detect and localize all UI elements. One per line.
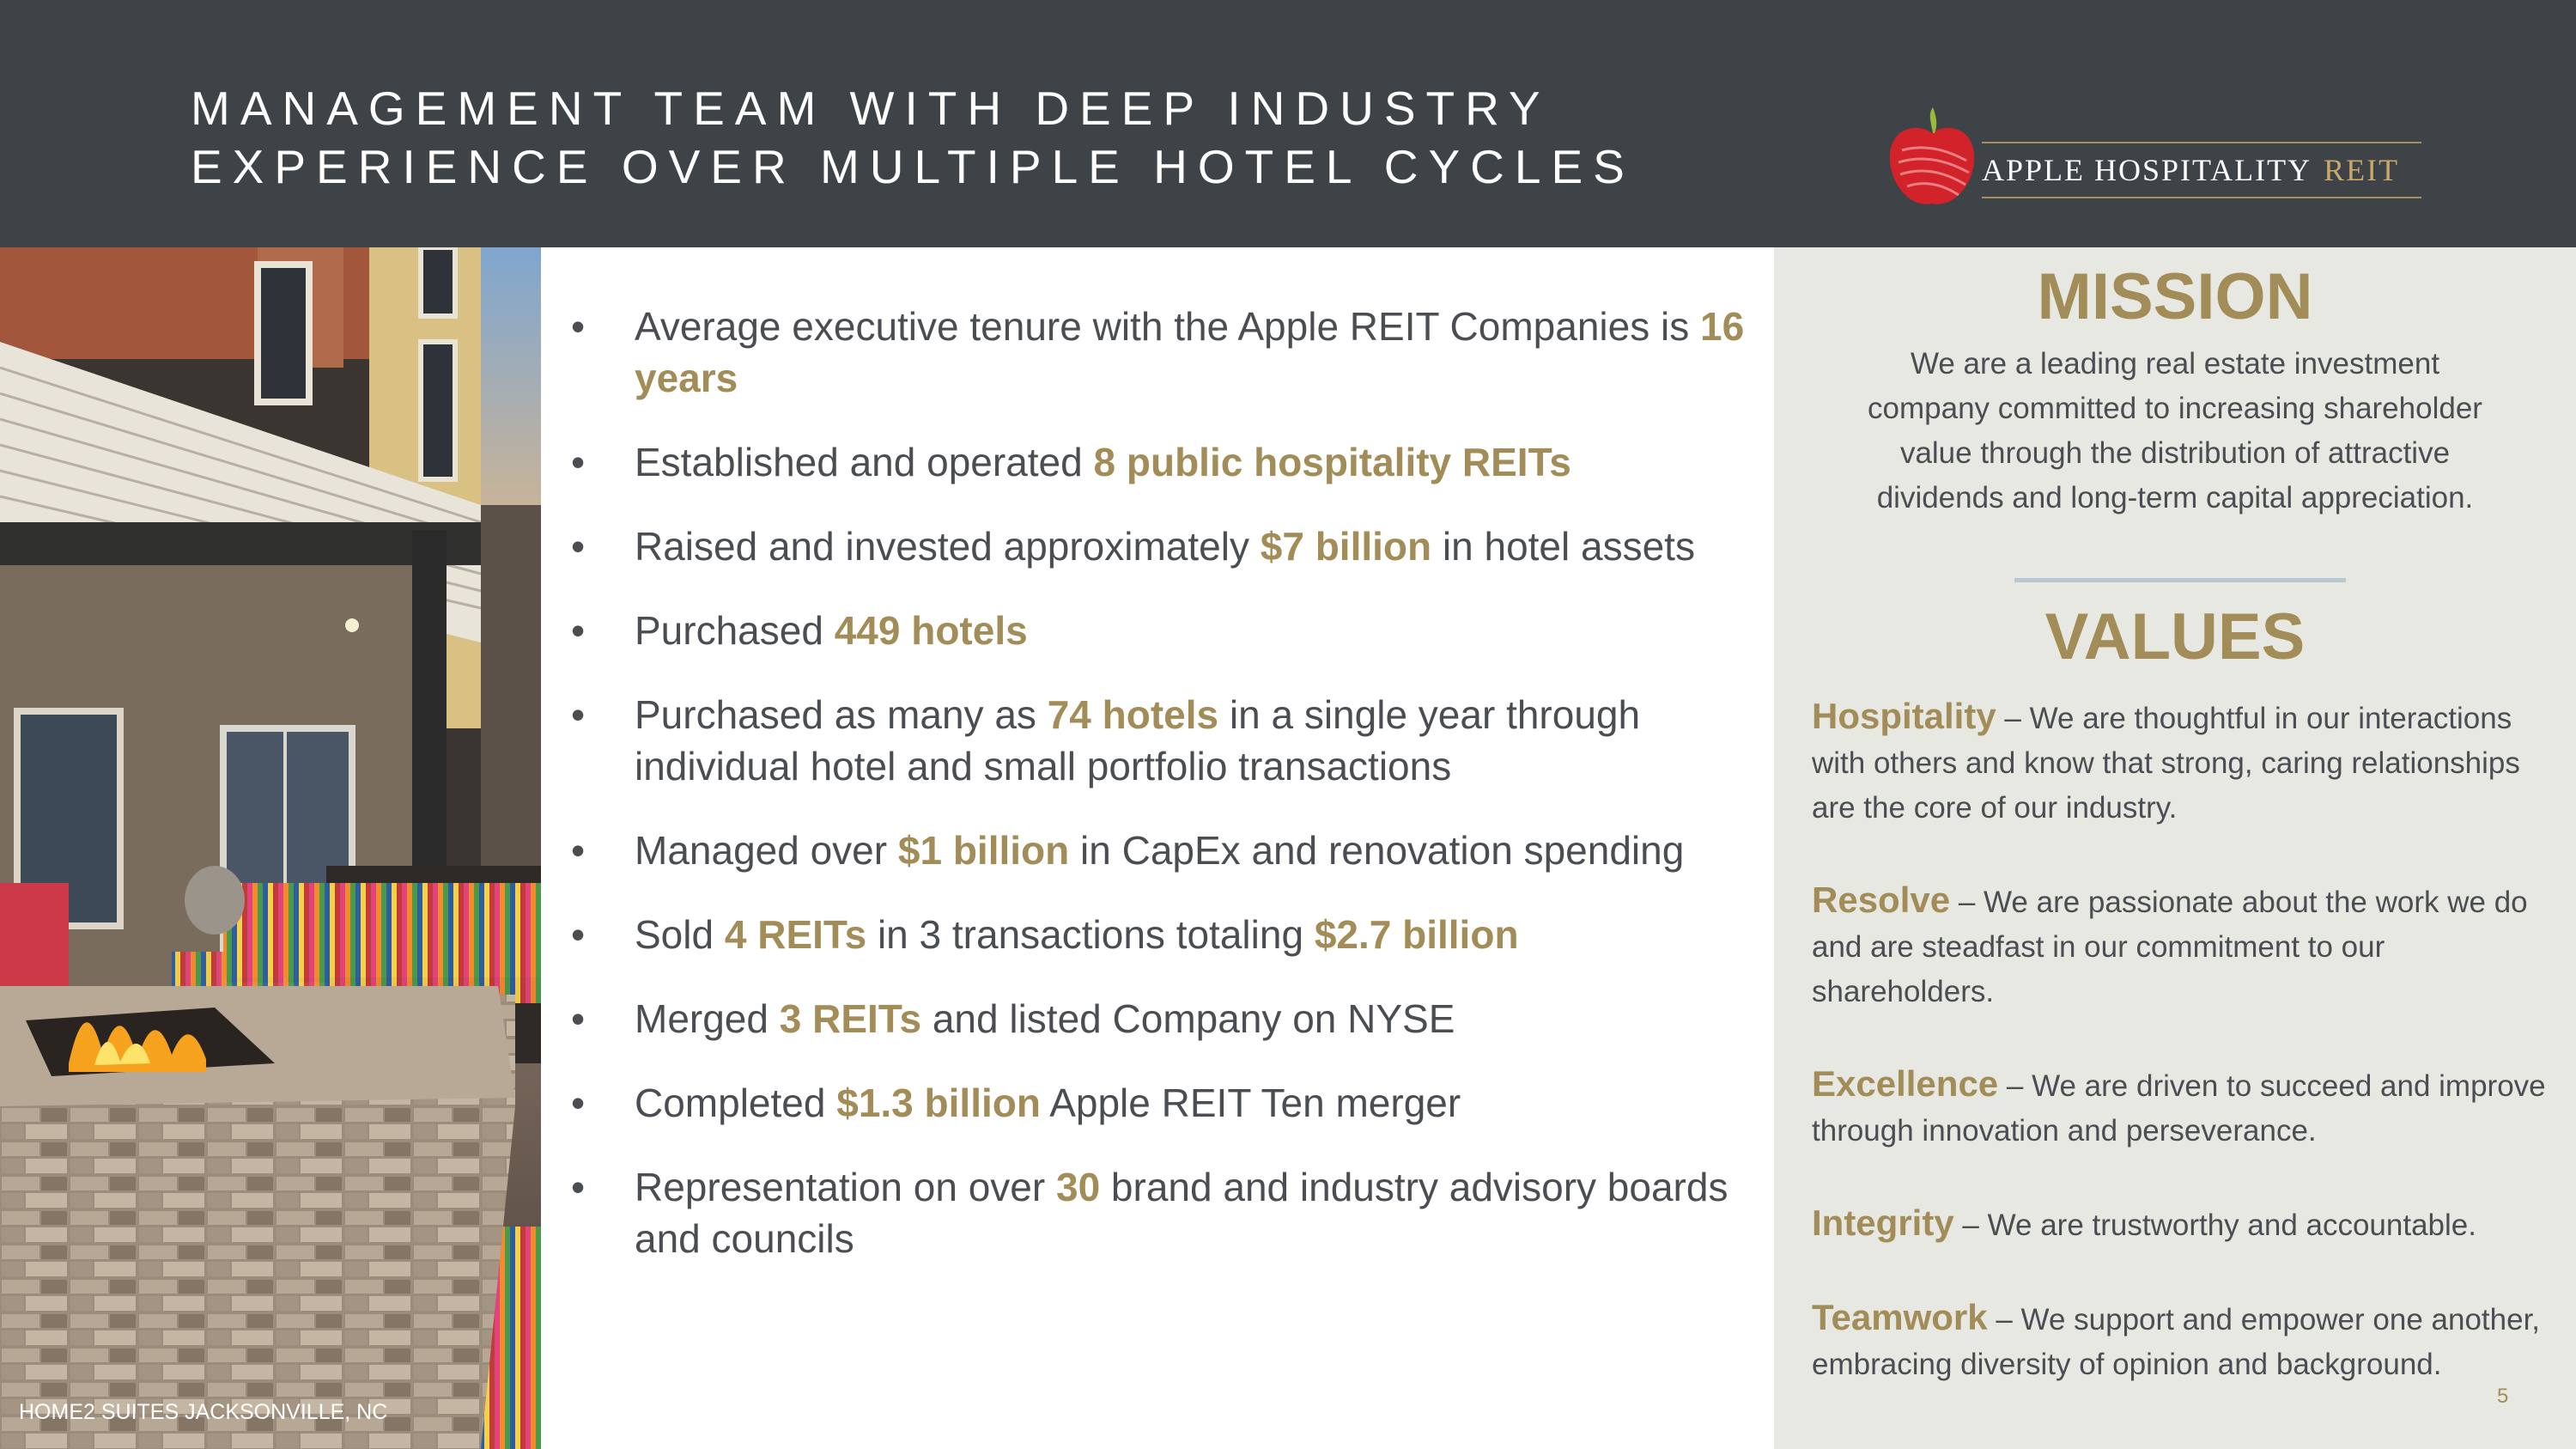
- bullet-highlight: 16 years: [635, 304, 1745, 400]
- bullet-text-tail: Apple REIT Ten merger: [1040, 1081, 1461, 1125]
- mission-values-panel: [1774, 247, 2576, 1449]
- bullet-item: [571, 993, 1773, 1044]
- logo-rule-top: [1982, 142, 2421, 143]
- bullet-highlight: 30: [1055, 1165, 1101, 1209]
- hotel-patio-illustration: [0, 247, 541, 1449]
- page-title-line-2: EXPERIENCE OVER MULTIPLE HOTEL CYCLES: [191, 140, 1635, 193]
- bullet-text-tail: in hotel assets: [1431, 524, 1695, 569]
- value-description: – We are trustworthy and accountable.: [1953, 1209, 2476, 1242]
- section-divider: [2014, 578, 2346, 582]
- value-description: – We are passionate about the work we do and are steadfast in our commitment to our shareholders.: [1812, 886, 2528, 1008]
- bullet-text-tail: in CapEx and renovation spending: [1069, 828, 1685, 873]
- page-title: [191, 79, 1650, 196]
- bullet-item: [571, 1077, 1773, 1129]
- bullet-icon: •: [571, 524, 586, 569]
- bullet-item: [571, 605, 1773, 656]
- logo-wordmark-reit: REIT: [2324, 153, 2400, 187]
- value-integrity: [1812, 1201, 2559, 1248]
- achievements-list: [571, 301, 1773, 1297]
- bullet-text: Managed over: [635, 828, 898, 873]
- bullet-item: [571, 521, 1773, 572]
- bullet-highlight: $1.3 billion: [836, 1081, 1041, 1125]
- bullet-highlight-2: $2.7 billion: [1314, 912, 1519, 957]
- logo-rule-bottom: [1982, 197, 2421, 198]
- bullet-highlight: 8 public hospitality REITs: [1093, 440, 1571, 484]
- bullet-highlight: 3 REITs: [779, 996, 922, 1041]
- bullet-item: [571, 301, 1773, 404]
- mission-text: We are a leading real estate investment company committed to increasing shareholder value through the distribution of attractive dividends and long-term capital appreciation.: [1868, 347, 2482, 514]
- bullet-text-tail: in a single year through individual hotel and small portfolio transactions: [635, 692, 1641, 788]
- value-excellence: [1812, 1062, 2559, 1154]
- bullet-highlight: $1 billion: [897, 828, 1070, 873]
- bullet-text: Purchased: [635, 608, 835, 653]
- bullet-icon: •: [571, 608, 586, 653]
- apple-logo-icon: [1885, 107, 1979, 210]
- value-name: Excellence: [1812, 1063, 1999, 1104]
- logo-wordmark-main: APPLE HOSPITALITY: [1982, 153, 2312, 187]
- bullet-highlight: 74 hotels: [1047, 692, 1219, 737]
- bullet-icon: •: [571, 440, 586, 484]
- bullet-item: [571, 825, 1773, 876]
- bullet-item: [571, 909, 1773, 960]
- mission-heading: MISSION: [2037, 260, 2313, 333]
- bullet-item: [571, 436, 1773, 488]
- value-resolve: [1812, 878, 2559, 1014]
- header-bar: [0, 0, 2576, 247]
- bullet-text: Purchased as many as: [635, 692, 1048, 737]
- bullet-item: [571, 689, 1773, 792]
- value-name: Teamwork: [1812, 1297, 1988, 1337]
- value-description: – We are driven to succeed and improve through innovation and perseverance.: [1812, 1069, 2546, 1148]
- page-number: 5: [2497, 1385, 2509, 1408]
- bullet-text: Completed: [635, 1081, 837, 1125]
- bullet-text: Raised and invested approximately: [635, 524, 1261, 569]
- value-name: Integrity: [1812, 1202, 1954, 1243]
- bullet-icon: •: [571, 828, 586, 873]
- bullet-icon: •: [571, 912, 586, 957]
- apple-hospitality-logo: [1885, 107, 2426, 210]
- value-description: – We support and empower one another, embracing diversity of opinion and background.: [1812, 1303, 2541, 1381]
- logo-wordmark: [1982, 152, 2399, 188]
- bullet-highlight: 4 REITs: [724, 912, 867, 957]
- bullet-icon: •: [571, 692, 586, 737]
- value-hospitality: [1812, 694, 2559, 831]
- bullet-icon: •: [571, 1081, 586, 1125]
- bullet-text: Average executive tenure with the Apple REIT Companies is: [635, 304, 1700, 349]
- bullet-item: [571, 1161, 1773, 1264]
- value-name: Resolve: [1812, 880, 1951, 920]
- value-teamwork: [1812, 1295, 2559, 1387]
- bullet-text-tail: and listed Company on NYSE: [921, 996, 1455, 1041]
- bullet-text-tail: in 3 transactions totaling: [866, 912, 1315, 957]
- bullet-icon: •: [571, 996, 586, 1041]
- bullet-text: Merged: [635, 996, 780, 1041]
- page-title-line-1: MANAGEMENT TEAM WITH DEEP INDUSTRY: [191, 82, 1551, 135]
- bullet-text: Representation on over: [635, 1165, 1056, 1209]
- photo-caption: HOME2 SUITES JACKSONVILLE, NC: [19, 1400, 388, 1424]
- bullet-highlight: $7 billion: [1260, 524, 1432, 569]
- bullet-highlight: 449 hotels: [834, 608, 1028, 653]
- hotel-photo: [0, 247, 541, 1449]
- bullet-text: Sold: [635, 912, 725, 957]
- bullet-icon: •: [571, 1165, 586, 1209]
- value-description: – We are thoughtful in our interactions with others and know that strong, caring relationships are the core of our industry.: [1812, 702, 2520, 825]
- bullet-text: Established and operated: [635, 440, 1094, 484]
- values-heading: VALUES: [2044, 600, 2306, 673]
- value-name: Hospitality: [1812, 696, 1996, 736]
- bullet-text-tail: brand and industry advisory boards and councils: [635, 1165, 1728, 1261]
- bullet-icon: •: [571, 304, 586, 349]
